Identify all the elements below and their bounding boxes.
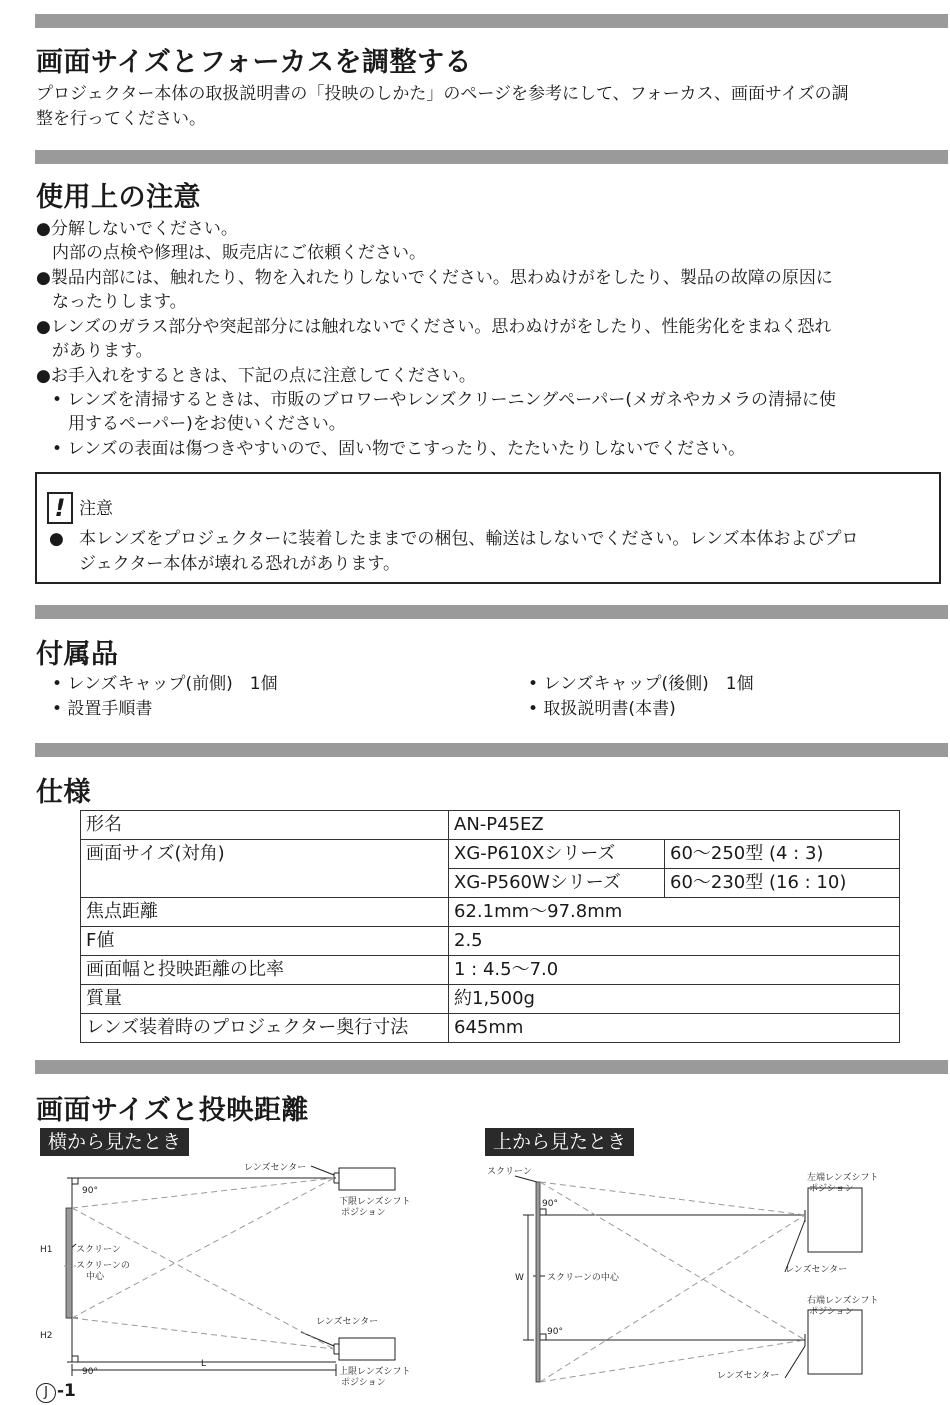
precaution-line: ●お手入れをするときは、下記の点に注意してください。 (36, 366, 476, 386)
precaution-line: があります。 (52, 341, 153, 361)
accessory-item: • レンズキャップ(後側) 1個 (528, 674, 754, 694)
table-row (81, 840, 900, 869)
caution-bullet: ● (49, 529, 64, 549)
accessory-item: • 設置手順書 (52, 699, 153, 719)
top-view-tag: 上から見たとき (485, 1128, 634, 1156)
label-lower-shift: 下限レンズシフト (339, 1197, 411, 1207)
label-position-top: ポジション (809, 1184, 854, 1194)
label-left-shift: 左端レンズシフト (807, 1173, 879, 1183)
spec-value: 60〜250型 (4 : 3) (665, 840, 900, 869)
section-title-focus: 画面サイズとフォーカスを調整する (36, 47, 472, 78)
label-angle-bottom-top: 90° (547, 1327, 563, 1337)
label-w: W (515, 1273, 524, 1283)
label-angle-bottom: 90° (82, 1367, 98, 1377)
section-bar (35, 743, 948, 757)
page-num: -1 (57, 1381, 76, 1401)
caution-text: ジェクター本体が壊れる恐れがあります。 (79, 554, 400, 574)
label-lens-center-bottom-top: レンズセンター (717, 1371, 780, 1381)
precaution-line: ●レンズのガラス部分や突起部分には触れないでください。思わぬけがをしたり、性能劣化をまねく恐れ (36, 317, 832, 337)
label-right-shift: 右端レンズシフト (807, 1296, 879, 1306)
label-screen-center-2: 中心 (86, 1272, 105, 1282)
side-view-diagram (36, 1160, 476, 1390)
top-view-diagram (485, 1160, 905, 1390)
label-screen: スクリーン (76, 1245, 121, 1255)
section-title-accessories: 付属品 (36, 639, 119, 670)
label-upper-shift: 上限レンズシフト (339, 1367, 411, 1377)
table-row (81, 956, 900, 985)
label-angle: 90° (82, 1186, 98, 1196)
table-row (81, 811, 900, 840)
label-screen-center-top: スクリーンの中心 (547, 1273, 619, 1283)
side-view-tag: 横から見たとき (40, 1128, 189, 1156)
label-h1: H1 (40, 1245, 53, 1255)
spec-label: 質量 (81, 985, 449, 1014)
caution-label: 注意 (79, 499, 113, 519)
label-l: L (201, 1359, 207, 1369)
caution-box (35, 472, 941, 584)
spec-value: 約1,500g (449, 985, 900, 1014)
precaution-line: なったりします。 (52, 292, 187, 312)
spec-value: XG-P560Wシリーズ (449, 869, 665, 898)
label-h2: H2 (40, 1331, 53, 1341)
precaution-line: • レンズの表面は傷つきやすいので、固い物でこすったり、たたいたりしないでください。 (52, 439, 746, 459)
section-bar (35, 1060, 948, 1074)
body-text: 整を行ってください。 (36, 109, 206, 129)
section-title-precautions: 使用上の注意 (36, 182, 201, 213)
spec-label: F値 (81, 927, 449, 956)
spec-value: 62.1mm〜97.8mm (449, 898, 900, 927)
precaution-line: 用するペーパー)をお使いください。 (68, 414, 346, 434)
table-row (81, 1014, 900, 1043)
spec-label: 形名 (81, 811, 449, 840)
spec-value: XG-P610Xシリーズ (449, 840, 665, 869)
page-number (36, 1381, 76, 1403)
label-screen-center-1: スクリーンの (76, 1261, 130, 1271)
spec-value: AN-P45EZ (449, 811, 900, 840)
table-row (81, 927, 900, 956)
exclamation-icon: ! (47, 492, 73, 524)
body-text: プロジェクター本体の取扱説明書の「投映のしかた」のページを参考にして、フォーカス、画面サイズの調 (36, 84, 849, 104)
precaution-line: 内部の点検や修理は、販売店にご依頼ください。 (52, 243, 426, 263)
section-title-projection: 画面サイズと投映距離 (36, 1095, 309, 1126)
table-row (81, 985, 900, 1014)
label-lens-center-mid: レンズセンター (785, 1265, 848, 1275)
spec-value: 1 : 4.5〜7.0 (449, 956, 900, 985)
accessory-item: • 取扱説明書(本書) (528, 699, 676, 719)
spec-label: レンズ装着時のプロジェクター奥行寸法 (81, 1014, 449, 1043)
label-screen-top: スクリーン (487, 1167, 532, 1177)
spec-value: 645mm (449, 1014, 900, 1043)
section-bar (35, 605, 948, 619)
spec-label: 焦点距離 (81, 898, 449, 927)
spec-value: 60〜230型 (16 : 10) (665, 869, 900, 898)
label-position-bottom: ポジション (341, 1378, 386, 1388)
table-row (81, 898, 900, 927)
section-title-specs: 仕様 (36, 777, 91, 808)
spec-table (80, 810, 900, 1043)
spec-label: 画面幅と投映距離の比率 (81, 956, 449, 985)
label-position-right: ポジション (809, 1307, 854, 1317)
label-position: ポジション (341, 1208, 386, 1218)
precaution-line: ●分解しないでください。 (36, 219, 238, 239)
precaution-line: ●製品内部には、触れたり、物を入れたりしないでください。思わぬけがをしたり、製品の故障の原因に (36, 268, 833, 288)
accessory-item: • レンズキャップ(前側) 1個 (52, 674, 278, 694)
section-bar (35, 150, 948, 164)
label-lens-center-top: レンズセンター (244, 1163, 307, 1173)
section-bar (35, 14, 948, 28)
caution-text: 本レンズをプロジェクターに装着したままでの梱包、輸送はしないでください。レンズ本体およびプロ (79, 529, 859, 549)
spec-value: 2.5 (449, 927, 900, 956)
precaution-line: • レンズを清掃するときは、市販のブロワーやレンズクリーニングペーパー(メガネやカメラの清掃に使 (52, 390, 837, 410)
spec-label: 画面サイズ(対角) (81, 840, 449, 898)
label-lens-center-bottom: レンズセンター (316, 1317, 379, 1327)
language-badge: J (36, 1383, 56, 1403)
label-angle-top: 90° (542, 1199, 558, 1209)
